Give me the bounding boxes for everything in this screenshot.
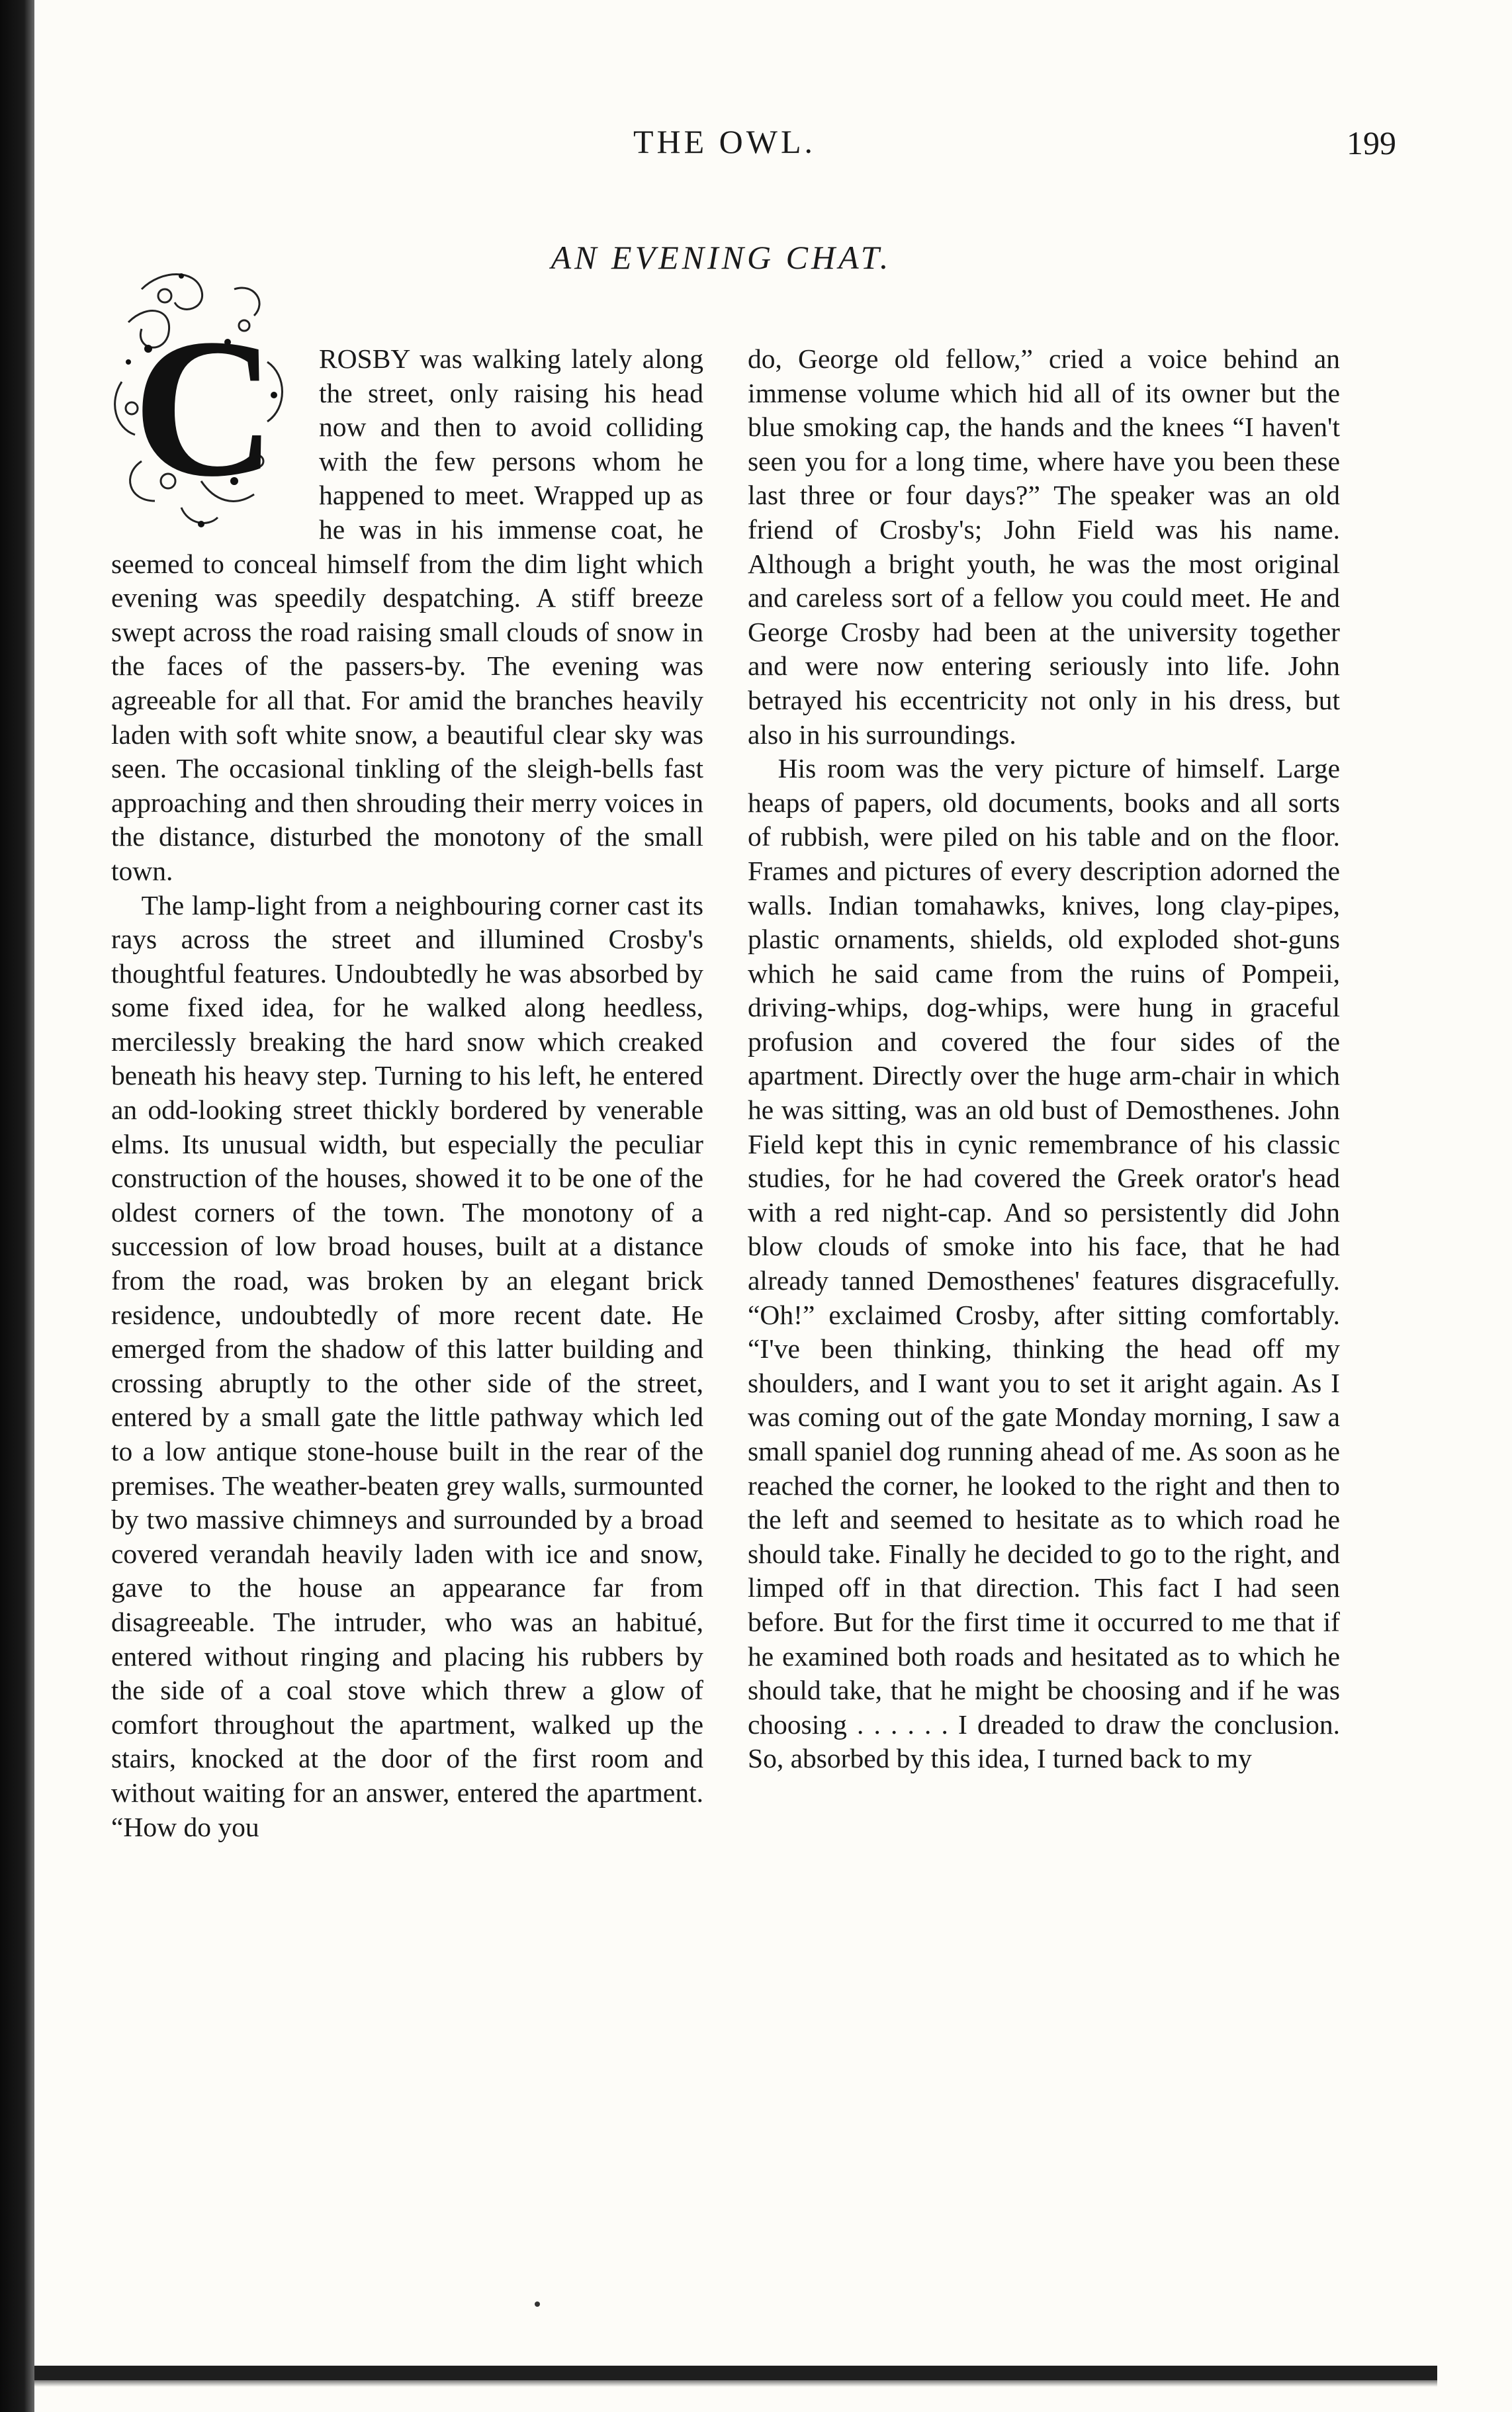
running-head: THE OWL.: [633, 123, 817, 160]
left-column: [111, 298, 703, 1844]
paragraph: do, George old fellow,” cried a voice behind an immense volume which hid all of its owner but the blue smoking cap, the hands and the knees “I haven't seen you for a long time, where have you been these last three or four days?” The speaker was an old friend of Crosby's; John Field was his name. Although a bright youth, he was the most original and careless sort of a fellow you could meet. He and George Crosby had been at the university together and were now entering seriously into life. John betrayed his eccentricity not only in his dress, but also in his surroundings.: [748, 343, 1340, 750]
right-column: [748, 342, 1340, 1776]
article-title: AN EVENING CHAT.: [551, 239, 892, 276]
drop-cap-letter: C: [132, 298, 277, 517]
page-number: 199: [1347, 124, 1396, 161]
stray-mark: [535, 2301, 540, 2307]
ornamental-initial-icon: [102, 263, 307, 541]
paragraph: His room was the very picture of himself. Large heaps of papers, old documents, books and all sorts of rubbish, were piled on his table and on the floor. Frames and pictures of every description adorned the walls. Indian tomahawks, knives, long clay-pipes, plastic ornaments, shields, old exploded shot-guns which he said came from the ruins of Pompeii, driving-whips, dog-whips, were hung in graceful profusion and covered the four sides of the apartment. Directly over the huge arm-chair in which he was sitting, was an old bust of Demosthenes. John Field kept this in cynic remembrance of his classic studies, for he had covered the Greek orator's head with a red night-cap. And so persistently did John blow clouds of smoke into his face, that he had already tanned Demosthenes' features disgracefully. “Oh!” exclaimed Crosby, after sitting comfortably. “I've been thinking, thinking the head off my shoulders, and I want you to set it aright again. As I was coming out of the gate Monday morning, I saw a small spaniel dog running ahead of me. As soon as he reached the corner, he looked to the right and then to the left and seemed to hesitate as to which road he should take. Finally he decided to go to the right, and limped off in that direction. This fact I had seen before. But for the first time it occurred to me that if he examined both roads and hesitated as to which he should take, that he might be choosing and if he was choosing . . . . . . I dreaded to draw the conclusion. So, absorbed by this idea, I turned back to my: [748, 753, 1340, 1774]
paragraph: The lamp-light from a neighbouring corner cast its rays across the street and illumined Crosby's thoughtful features. Undoubtedly he was absorbed by some fixed idea, for he walked along heedless, mercilessly breaking the hard snow which creaked beneath his heavy step. Turning to his left, he entered an odd-looking street thickly bordered by venerable elms. Its unusual width, but especially the peculiar construction of the houses, showed it to be one of the oldest corners of the town. The monotony of a succession of low broad houses, built at a distance from the road, was broken by an elegant brick residence, undoubtedly of more recent date. He emerged from the shadow of this latter building and crossing abruptly to the other side of the street, entered by a small gate the little pathway which led to a low antique stone-house built in the rear of the premises. The weather-beaten grey walls, surmounted by two massive chimneys and surrounded by a broad covered verandah heavily laden with ice and snow, gave to the house an appearance far from disagreeable. The intruder, who was an habitué, entered without ringing and placing his rubbers by the side of a coal stove which threw a glow of comfort throughout the apartment, walked up the stairs, knocked at the door of the first room and without waiting for an answer, entered the apartment. “How do you: [111, 889, 703, 1842]
page-bottom-shadow-fade: [34, 2380, 1437, 2387]
paragraph: ROSBY was walking lately along the street, only raising his head now and then to avoid colliding with the few persons whom he happened to meet. Wrapped up as he was in his immense coat, he seemed to conceal himself from the dim light which evening was speedily despatching. A stiff breeze swept across the road raising small clouds of snow in the faces of the passers-by. The evening was agreeable for all that. For amid the branches heavily laden with soft white snow, a beautiful clear sky was seen. The occasional tinkling of the sleigh-bells fast approaching and then shrouding their merry voices in the distance, disturbed the monotony of the small town.: [111, 343, 703, 886]
page-bottom-shadow: [34, 2366, 1437, 2380]
ornamental-drop-cap: [102, 263, 307, 541]
book-binding-edge: [0, 0, 34, 2412]
